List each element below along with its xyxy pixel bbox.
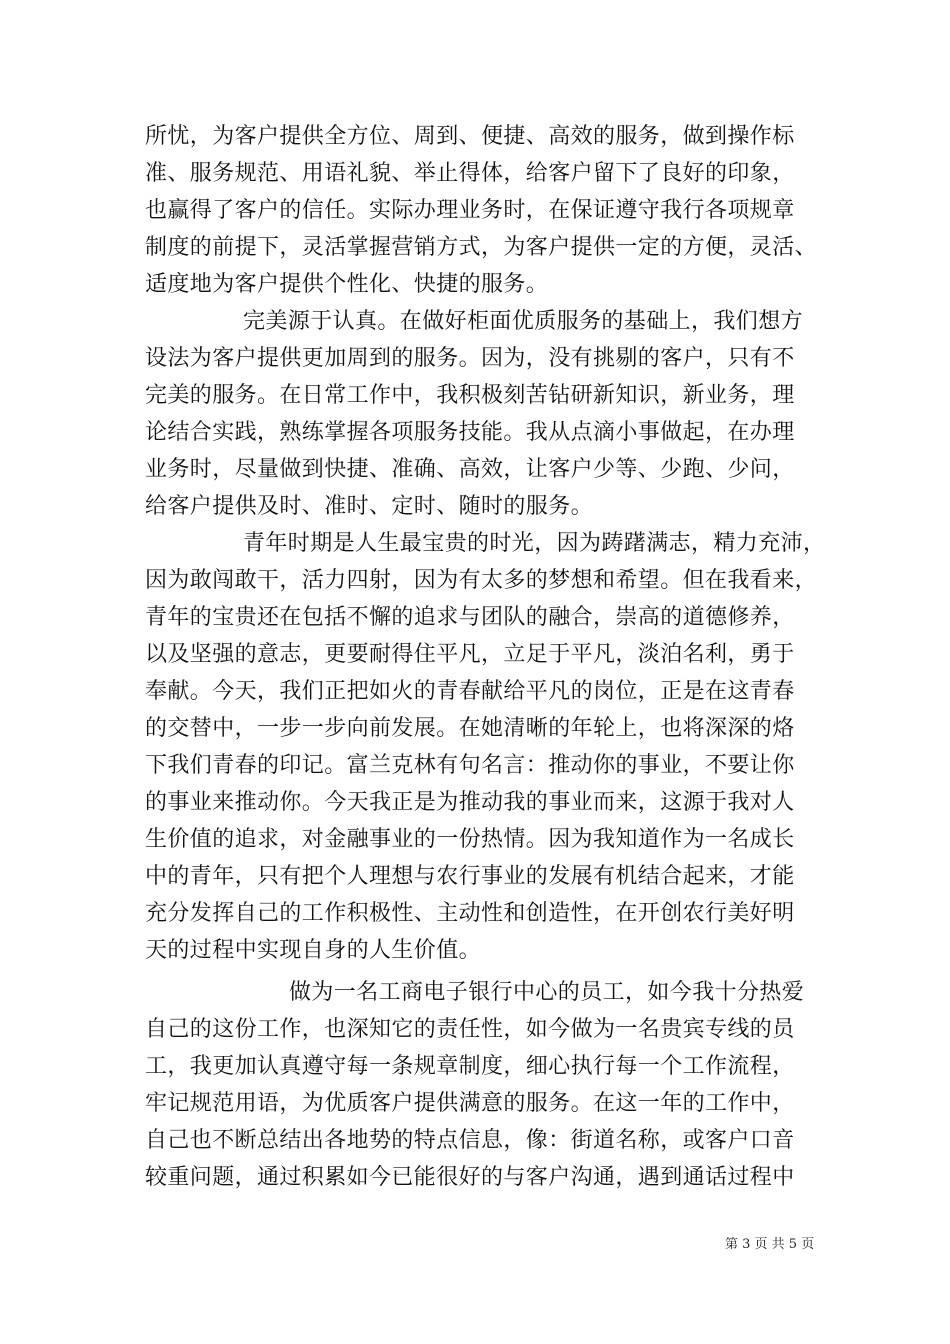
paragraph-3-line-4: 以及坚强的意志，更要耐得住平凡，立足于平凡，淡泊名利，勇于 [145,642,795,667]
paragraph-1-line-5: 适度地为客户提供个性化、快捷的服务。 [145,272,549,297]
paragraph-4-line-2: 自己的这份工作，也深知它的责任性，如今做为一名贵宾专线的员 [145,1017,795,1042]
paragraph-1-line-4: 制度的前提下，灵活掌握营销方式，为客户提供一定的方便，灵活、 [145,235,818,260]
paragraph-3-line-12: 天的过程中实现自身的人生价值。 [145,938,482,963]
paragraph-3-line-7: 下我们青春的印记。富兰克林有句名言：推动你的事业，不要让你 [145,753,795,778]
paragraph-1-line-1: 所忧，为客户提供全方位、周到、便捷、高效的服务，做到操作标 [145,124,795,149]
paragraph-3-line-5: 奉献。今天，我们正把如火的青春献给平凡的岗位，正是在这青春 [145,679,795,704]
paragraph-4-line-3: 工，我更加认真遵守每一条规章制度，细心执行每一个工作流程， [145,1054,795,1079]
paragraph-1-line-2: 准、服务规范、用语礼貌、举止得体，给客户留下了良好的印象， [145,161,795,186]
paragraph-2-line-4: 论结合实践，熟练掌握各项服务技能。我从点滴小事做起，在办理 [145,420,795,445]
paragraph-3-line-2: 因为敢闯敢干，活力四射，因为有太多的梦想和希望。但在我看来， [145,568,818,593]
paragraph-3-line-11: 充分发挥自己的工作积极性、主动性和创造性，在开创农行美好明 [145,901,795,926]
paragraph-2-line-5: 业务时，尽量做到快捷、准确、高效，让客户少等、少跑、少问， [145,457,795,482]
paragraph-2-line-1: 完美源于认真。在做好柜面优质服务的基础上，我们想方 [243,309,804,334]
paragraph-3-line-9: 生价值的追求，对金融事业的一份热情。因为我知道作为一名成长 [145,827,795,852]
paragraph-3-line-10: 中的青年，只有把个人理想与农行事业的发展有机结合起来，才能 [145,864,795,889]
paragraph-4-line-5: 自己也不断总结出各地势的特点信息，像：街道名称，或客户口音 [145,1128,795,1153]
paragraph-3-line-8: 的事业来推动你。今天我正是为推动我的事业而来，这源于我对人 [145,790,795,815]
paragraph-1-line-3: 也赢得了客户的信任。实际办理业务时，在保证遵守我行各项规章 [145,198,795,223]
paragraph-2-line-6: 给客户提供及时、准时、定时、随时的服务。 [145,494,594,519]
paragraph-2-line-3: 完美的服务。在日常工作中，我积极刻苦钻研新知识，新业务，理 [145,383,795,408]
paragraph-4-line-1: 做为一名工商电子银行中心的员工，如今我十分热爱 [289,980,805,1005]
paragraph-4-line-4: 牢记规范用语，为优质客户提供满意的服务。在这一年的工作中， [145,1091,795,1116]
paragraph-2-line-2: 设法为客户提供更加周到的服务。因为，没有挑剔的客户，只有不 [145,346,795,371]
paragraph-4-line-6: 较重问题，通过积累如今已能很好的与客户沟通，遇到通话过程中 [145,1165,795,1190]
paragraph-3-line-1: 青年时期是人生最宝贵的时光，因为踌躇满志，精力充沛， [243,531,826,556]
page-number: 第 3 页 共 5 页 [725,1237,815,1252]
paragraph-3-line-3: 青年的宝贵还在包括不懈的追求与团队的融合，崇高的道德修养， [145,605,795,630]
paragraph-3-line-6: 的交替中，一步一步向前发展。在她清晰的年轮上，也将深深的烙 [145,716,795,741]
